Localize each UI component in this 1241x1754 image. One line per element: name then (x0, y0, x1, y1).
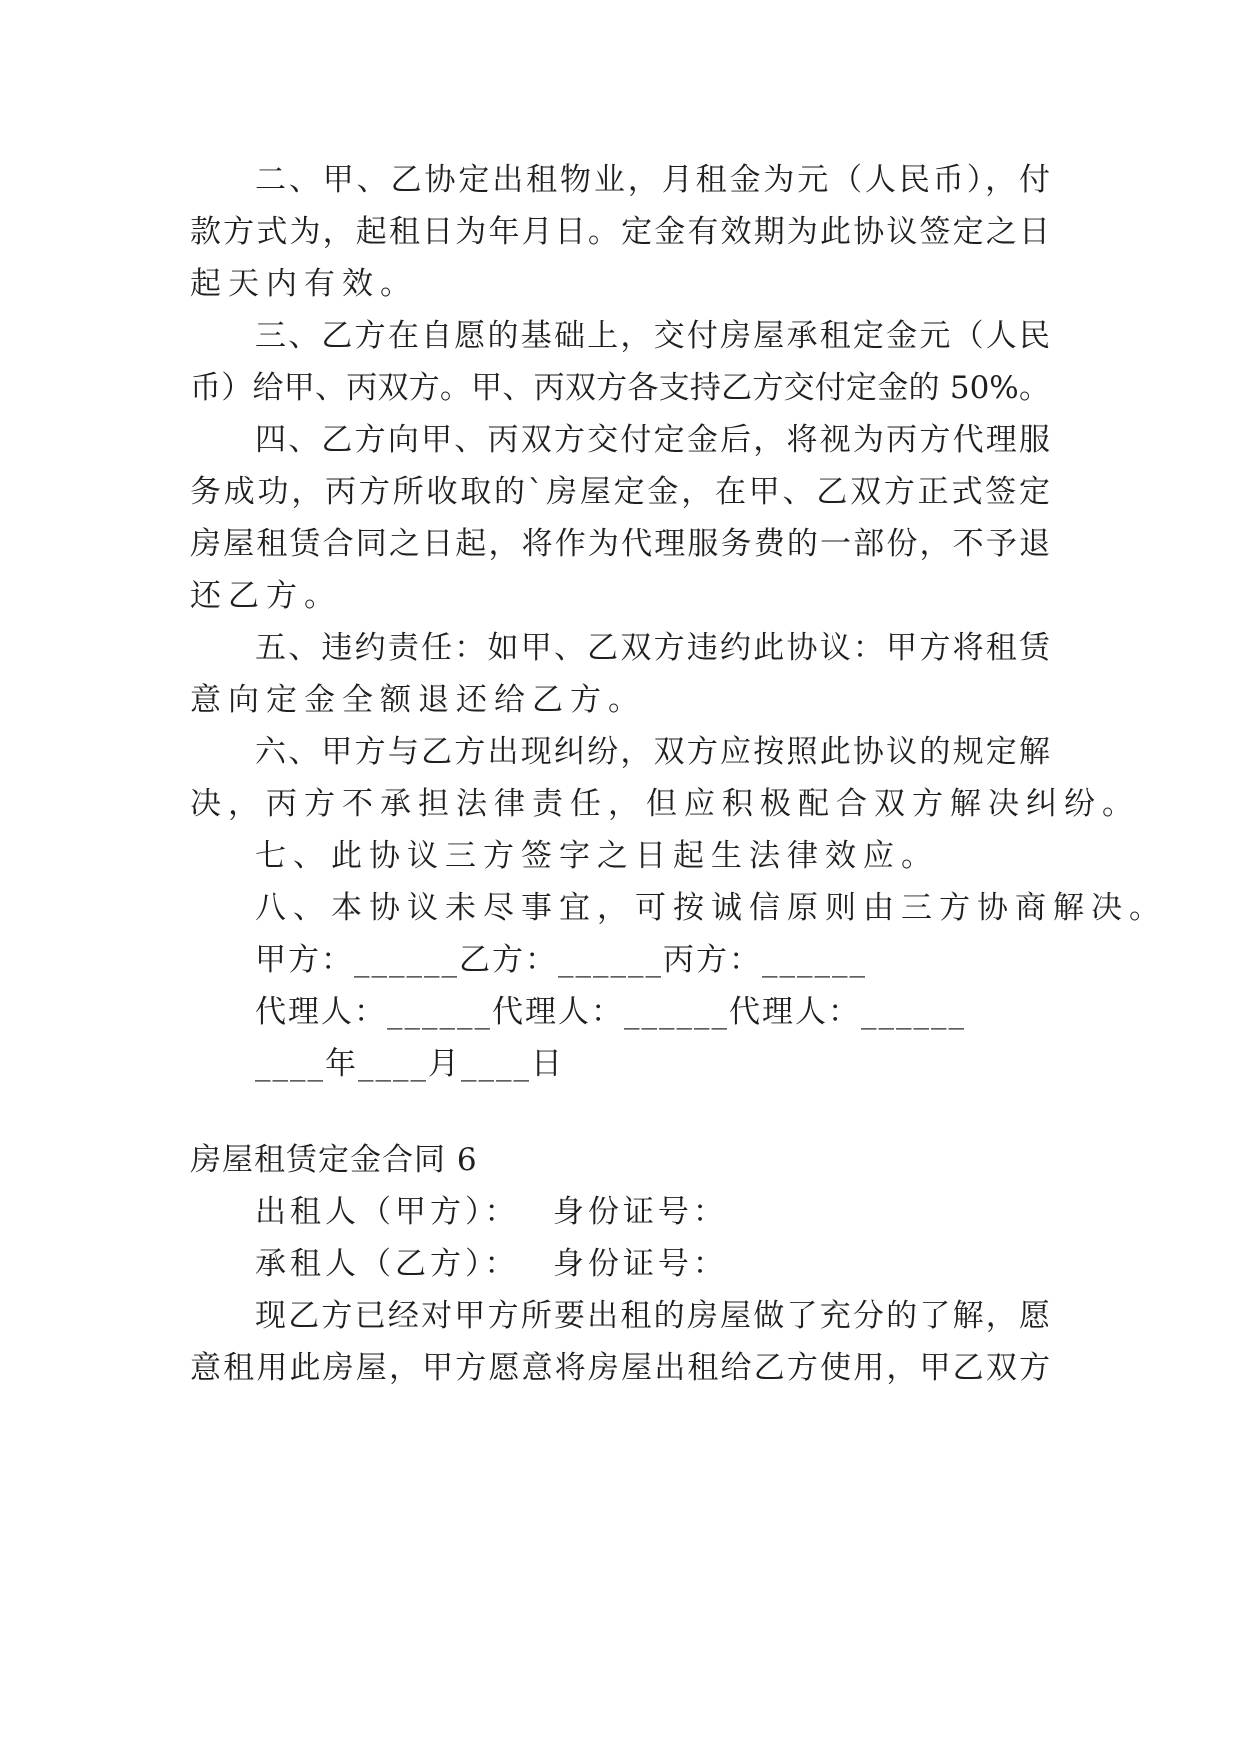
clause-2-line-1: 二、甲、乙协定出租物业，月租金为元（人民币），付 (255, 162, 1050, 198)
lessor-line: 出租人（甲方）： 身份证号： (255, 1194, 728, 1230)
clause-4-line-2: 务成功，丙方所收取的`房屋定金，在甲、乙双方正式签定 (190, 474, 1050, 510)
clause-4-line-3: 房屋租赁合同之日起，将作为代理服务费的一部份，不予退 (190, 526, 1050, 562)
clause-5-line-1: 五、违约责任：如甲、乙双方违约此协议：甲方将租赁 (255, 630, 1050, 666)
party-signature-line: 甲方：______乙方：______丙方：______ (255, 942, 867, 978)
clause-5-line-2: 意向定金全额退还给乙方。 (190, 682, 646, 718)
clause-4-line-1: 四、乙方向甲、丙双方交付定金后，将视为丙方代理服 (255, 422, 1050, 458)
intro-line-1: 现乙方已经对甲方所要出租的房屋做了充分的了解，愿 (255, 1298, 1050, 1334)
section-title: 房屋租赁定金合同 6 (190, 1142, 478, 1178)
clause-6-line-2: 决，丙方不承担法律责任，但应积极配合双方解决纠纷。 (190, 786, 1140, 822)
clause-2-line-2: 款方式为，起租日为年月日。定金有效期为此协议签定之日 (190, 214, 1050, 250)
clause-2-line-3: 起天内有效。 (190, 266, 418, 302)
clause-8-line-1: 八、本协议未尽事宜，可按诚信原则由三方协商解决。 (255, 890, 1167, 926)
agent-signature-line: 代理人：______代理人：______代理人：______ (255, 994, 966, 1030)
clause-3-line-1: 三、乙方在自愿的基础上，交付房屋承租定金元（人民 (255, 318, 1050, 354)
clause-7-line-1: 七、此协议三方签字之日起生法律效应。 (255, 838, 939, 874)
intro-line-2: 意租用此房屋，甲方愿意将房屋出租给乙方使用，甲乙双方 (190, 1350, 1050, 1386)
date-line: ____年____月____日 (255, 1046, 564, 1082)
clause-6-line-1: 六、甲方与乙方出现纠纷，双方应按照此协议的规定解 (255, 734, 1050, 770)
clause-4-line-4: 还乙方。 (190, 578, 342, 614)
lessee-line: 承租人（乙方）： 身份证号： (255, 1246, 728, 1282)
clause-3-line-2: 币）给甲、丙双方。甲、丙双方各支持乙方交付定金的 50%。 (190, 370, 1050, 406)
